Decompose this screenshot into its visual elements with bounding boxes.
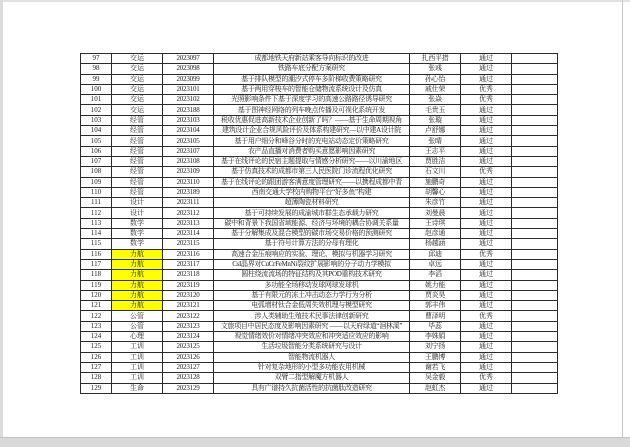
cell-student-name: 贾胜洁: [410, 156, 461, 166]
cell-project-id: 2023112: [163, 208, 214, 218]
cell-empty: [512, 167, 558, 177]
cell-title: 高速合金压痕响应的实验、理论、模拟与机器学习研究: [214, 249, 410, 259]
cell-row-number: 102: [81, 105, 112, 115]
cell-student-name: 朱彦竹: [410, 198, 461, 208]
cell-title: 针对复杂地形的小型多功能农用机械: [214, 362, 410, 372]
page-edge-left: [0, 0, 3, 447]
cell-project-id: 2023109: [163, 167, 214, 177]
cell-student-name: 孙心怡: [410, 74, 461, 84]
cell-row-number: 118: [81, 270, 112, 280]
cell-title: 碳中和背景下我国省域能源、经济与环境的耦合协调关系量: [214, 218, 410, 228]
cell-project-id: 2023113: [163, 218, 214, 228]
cell-result: 优秀: [461, 167, 512, 177]
cell-title: 基于两用穿梭车的智能仓储物流系统设计及仿真: [214, 84, 410, 94]
cell-student-name: 卢舒娜: [410, 126, 461, 136]
table-row: [81, 290, 558, 300]
cell-title: 光照影响条件下基于深度学习的高速公路路径诱导研究: [214, 95, 410, 105]
cell-result: 通过: [461, 187, 512, 197]
cell-project-id: 2023120: [163, 290, 214, 300]
cell-row-number: 125: [81, 342, 112, 352]
cell-title: 文旅项目中居民态度及影响因素研究 ——以天府绿道“洄林溪”: [214, 321, 410, 331]
cell-title: 税收优惠促进高新技术企业创新了吗？——基于生命周期视角: [214, 115, 410, 125]
cell-title: 西南交通大学校内购物平台“好多鱼”构建: [214, 187, 410, 197]
cell-project-id: 2023103: [163, 115, 214, 125]
cell-title: 成都地铁天府新站乘客导向标识的改进: [214, 54, 410, 64]
cell-empty: [512, 311, 558, 321]
cell-project-id: 2023115: [163, 239, 214, 249]
table-row: [81, 321, 558, 331]
table-row: [81, 177, 558, 187]
cell-project-id: 2023118: [163, 270, 214, 280]
cell-empty: [512, 332, 558, 342]
table-row: [81, 146, 558, 156]
table-row: [81, 95, 558, 105]
cell-category: 经管: [112, 146, 163, 156]
cell-title: 基于符号计算方法的分母有理化: [214, 239, 410, 249]
cell-student-name: 王鹏博: [410, 352, 461, 362]
cell-result: 优秀: [461, 249, 512, 259]
cell-empty: [512, 198, 558, 208]
cell-category: 工训: [112, 342, 163, 352]
cell-row-number: 106: [81, 146, 112, 156]
cell-student-name: 扎西平措: [410, 54, 461, 64]
cell-row-number: 110: [81, 187, 112, 197]
cell-student-name: 张晴: [410, 136, 461, 146]
cell-student-name: 赵虹杰: [410, 383, 461, 393]
cell-project-id: 2023105: [163, 136, 214, 146]
cell-project-id: 2023117: [163, 259, 214, 269]
cell-row-number: 105: [81, 136, 112, 146]
cell-empty: [512, 177, 558, 187]
cell-category: 公管: [112, 321, 163, 331]
cell-category: 交运: [112, 95, 163, 105]
cell-title: CsI晶界对CuCrFeMnNi裂纹扩展影响的分子动力学模拟: [214, 259, 410, 269]
cell-result: 通过: [461, 208, 512, 218]
table-row: [81, 301, 558, 311]
cell-title: 建筑设计企业合规风险评价及体系构建研究—以中建A设计院: [214, 126, 410, 136]
cell-row-number: 112: [81, 208, 112, 218]
cell-row-number: 121: [81, 301, 112, 311]
cell-result: 通过: [461, 74, 512, 84]
cell-student-name: 贾炎昊: [410, 290, 461, 300]
cell-row-number: 97: [81, 54, 112, 64]
cell-row-number: 99: [81, 74, 112, 84]
cell-category: 交运: [112, 105, 163, 115]
table-row: [81, 259, 558, 269]
cell-student-name: 刘宁扬: [410, 342, 461, 352]
cell-title: 圆柱绕流流场的特征结构及其POD重构技术研究: [214, 270, 410, 280]
cell-empty: [512, 74, 558, 84]
table-row: [81, 311, 558, 321]
cell-category: 工训: [112, 352, 163, 362]
cell-result: 通过: [461, 270, 512, 280]
cell-title: 基于在线评论的民宿主题提取与情感分析研究——以川渝地区: [214, 156, 410, 166]
cell-empty: [512, 54, 558, 64]
table-row: [81, 115, 558, 125]
cell-empty: [512, 301, 558, 311]
cell-title: 生活垃圾智能分类系统研究与设计: [214, 342, 410, 352]
cell-result: 优秀: [461, 95, 512, 105]
table-row: [81, 249, 558, 259]
cell-empty: [512, 156, 558, 166]
cell-empty: [512, 362, 558, 372]
cell-title: 农产品直播对消费者购买意愿影响因素研究: [214, 146, 410, 156]
cell-result: 通过: [461, 198, 512, 208]
cell-project-id: 2023108: [163, 156, 214, 166]
cell-result: 通过: [461, 136, 512, 146]
cell-row-number: 126: [81, 352, 112, 362]
table-row: [81, 362, 558, 372]
cell-empty: [512, 146, 558, 156]
cell-empty: [512, 187, 558, 197]
cell-result: 通过: [461, 156, 512, 166]
cell-project-id: 2023125: [163, 342, 214, 352]
cell-row-number: 117: [81, 259, 112, 269]
cell-category: 经管: [112, 187, 163, 197]
cell-row-number: 122: [81, 311, 112, 321]
page-edge-top: [0, 0, 630, 2]
cell-result: 通过: [461, 342, 512, 352]
cell-title: 基于分解集成及混合模型的碳市场交易价格的预测研究: [214, 229, 410, 239]
cell-row-number: 107: [81, 156, 112, 166]
cell-result: 通过: [461, 115, 512, 125]
cell-student-name: 刘曼晨: [410, 208, 461, 218]
cell-title: 涉人类辅助生殖技术民事法律创新研究: [214, 311, 410, 321]
cell-student-name: 谢若飞: [410, 362, 461, 372]
cell-category: 交运: [112, 74, 163, 84]
cell-category: 经管: [112, 126, 163, 136]
cell-category: 数学: [112, 229, 163, 239]
cell-project-id: 2023119: [163, 280, 214, 290]
cell-title: 基于可持续发展的成渝城市群生态承载力研究: [214, 208, 410, 218]
cell-project-id: 2023189: [163, 187, 214, 197]
cell-empty: [512, 115, 558, 125]
cell-empty: [512, 136, 558, 146]
cell-result: 通过: [461, 352, 512, 362]
cell-row-number: 116: [81, 249, 112, 259]
cell-student-name: 李滔: [410, 270, 461, 280]
cell-category: 经管: [112, 136, 163, 146]
cell-empty: [512, 321, 558, 331]
cell-category: 设计: [112, 208, 163, 218]
cell-row-number: 108: [81, 167, 112, 177]
cell-student-name: 王诗琪: [410, 218, 461, 228]
cell-empty: [512, 229, 558, 239]
cell-category: 交运: [112, 64, 163, 74]
cell-category: 力航: [112, 259, 163, 269]
cell-empty: [512, 290, 558, 300]
cell-category: 力航: [112, 301, 163, 311]
table-row: [81, 229, 558, 239]
cell-category: 经管: [112, 177, 163, 187]
cell-result: 通过: [461, 280, 512, 290]
table-row: [81, 342, 558, 352]
cell-empty: [512, 239, 558, 249]
cell-title: 超薄陶瓷材料研究: [214, 198, 410, 208]
page-edge-right: [622, 0, 623, 447]
cell-row-number: 98: [81, 64, 112, 74]
cell-student-name: 曹泽明: [410, 311, 461, 321]
table-row: [81, 187, 558, 197]
cell-result: 通过: [461, 146, 512, 156]
table-row: [81, 167, 558, 177]
cell-project-id: 2023188: [163, 105, 214, 115]
cell-student-name: 施鹏奇: [410, 177, 461, 187]
table-row: [81, 383, 558, 393]
cell-project-id: 2023099: [163, 74, 214, 84]
cell-result: 优秀: [461, 84, 512, 94]
cell-category: 力航: [112, 280, 163, 290]
cell-row-number: 119: [81, 280, 112, 290]
cell-title: 基于用户细分和峰谷分时的充电站动态定价策略研究: [214, 136, 410, 146]
cell-result: 通过: [461, 321, 512, 331]
cell-result: 优秀: [461, 373, 512, 383]
cell-student-name: 石文川: [410, 167, 461, 177]
cell-result: 优秀: [461, 311, 512, 321]
cell-category: 经管: [112, 115, 163, 125]
cell-title: 双臂二指型解魔方机器人: [214, 373, 410, 383]
cell-title: 基于图神经网络的列车晚点传播及可视化系统开发: [214, 105, 410, 115]
cell-result: 通过: [461, 105, 512, 115]
cell-result: 通过: [461, 290, 512, 300]
cell-title: 智能物流机器人: [214, 352, 410, 362]
cell-project-id: 2023114: [163, 229, 214, 239]
page-edge-bottom: [0, 437, 630, 447]
cell-row-number: 104: [81, 126, 112, 136]
results-table-body: [81, 54, 558, 394]
cell-title: 基于仿真技术的成都市第三人民医院门诊流程优化研究: [214, 167, 410, 177]
table-row: [81, 280, 558, 290]
table-row: [81, 64, 558, 74]
cell-row-number: 123: [81, 321, 112, 331]
cell-empty: [512, 383, 558, 393]
cell-category: 力航: [112, 290, 163, 300]
cell-category: 力航: [112, 249, 163, 259]
cell-category: 交运: [112, 84, 163, 94]
cell-project-id: 2023098: [163, 64, 214, 74]
cell-row-number: 100: [81, 84, 112, 94]
cell-empty: [512, 342, 558, 352]
cell-empty: [512, 126, 558, 136]
cell-student-name: 赵彦通: [410, 229, 461, 239]
cell-result: 通过: [461, 259, 512, 269]
cell-row-number: 129: [81, 383, 112, 393]
cell-title: 基于排队模型的潮汐式停车多阶梯收费策略研究: [214, 74, 410, 84]
cell-result: 通过: [461, 177, 512, 187]
cell-category: 心理: [112, 332, 163, 342]
table-row: [81, 156, 558, 166]
cell-row-number: 127: [81, 362, 112, 372]
cell-title: 铁路车底分配方案研究: [214, 64, 410, 74]
table-row: [81, 105, 558, 115]
cell-row-number: 120: [81, 290, 112, 300]
table-row: [81, 54, 558, 64]
cell-category: 工训: [112, 362, 163, 372]
cell-project-id: 2023128: [163, 373, 214, 383]
table-row: [81, 126, 558, 136]
cell-empty: [512, 280, 558, 290]
cell-project-id: 2023124: [163, 332, 214, 342]
cell-result: 通过: [461, 126, 512, 136]
cell-category: 设计: [112, 198, 163, 208]
cell-student-name: 姚力能: [410, 280, 461, 290]
cell-student-name: 王志平: [410, 146, 461, 156]
cell-student-name: 戚仕荣: [410, 84, 461, 94]
cell-title: 视觉情绪效价对情绪冲突效应和冲突适应效应的影响: [214, 332, 410, 342]
cell-category: 数学: [112, 218, 163, 228]
cell-empty: [512, 208, 558, 218]
cell-project-id: 2023122: [163, 311, 214, 321]
cell-row-number: 101: [81, 95, 112, 105]
cell-title: 基于在线评论的跟团游客满意度管理研究——以携程成都中青: [214, 177, 410, 187]
cell-empty: [512, 249, 558, 259]
cell-student-name: 卓远: [410, 259, 461, 269]
table-row: [81, 218, 558, 228]
cell-result: 通过: [461, 332, 512, 342]
cell-row-number: 111: [81, 198, 112, 208]
cell-empty: [512, 64, 558, 74]
cell-result: 通过: [461, 239, 512, 249]
table-row: [81, 373, 558, 383]
cell-student-name: 郭丰伟: [410, 301, 461, 311]
cell-row-number: 113: [81, 218, 112, 228]
cell-result: 通过: [461, 301, 512, 311]
table-row: [81, 74, 558, 84]
cell-project-id: 2023123: [163, 321, 214, 331]
cell-empty: [512, 352, 558, 362]
cell-project-id: 2023111: [163, 198, 214, 208]
cell-project-id: 2023116: [163, 249, 214, 259]
cell-category: 数学: [112, 239, 163, 249]
cell-category: 交运: [112, 54, 163, 64]
cell-category: 经管: [112, 167, 163, 177]
table-row: [81, 352, 558, 362]
cell-row-number: 114: [81, 229, 112, 239]
cell-project-id: 2023104: [163, 126, 214, 136]
cell-category: 工训: [112, 373, 163, 383]
cell-student-name: 张璇: [410, 115, 461, 125]
cell-student-name: 吴金毅: [410, 373, 461, 383]
cell-row-number: 124: [81, 332, 112, 342]
cell-project-id: 2023107: [163, 146, 214, 156]
cell-project-id: 2023110: [163, 177, 214, 187]
cell-row-number: 115: [81, 239, 112, 249]
cell-result: 通过: [461, 64, 512, 74]
cell-category: 生命: [112, 383, 163, 393]
cell-row-number: 103: [81, 115, 112, 125]
table-row: [81, 332, 558, 342]
cell-student-name: 李姝娟: [410, 332, 461, 342]
cell-project-id: 2023097: [163, 54, 214, 64]
cell-result: 通过: [461, 54, 512, 64]
cell-empty: [512, 218, 558, 228]
cell-student-name: 张彧: [410, 64, 461, 74]
cell-student-name: 邱迪: [410, 249, 461, 259]
results-table: [80, 53, 558, 394]
cell-result: 通过: [461, 362, 512, 372]
cell-title: 多功能全场移动发球网球发球机: [214, 280, 410, 290]
cell-student-name: 毛贵玉: [410, 105, 461, 115]
cell-project-id: 2023102: [163, 95, 214, 105]
cell-student-name: 毕蕊: [410, 321, 461, 331]
cell-row-number: 128: [81, 373, 112, 383]
cell-project-id: 2023101: [163, 84, 214, 94]
cell-empty: [512, 105, 558, 115]
cell-result: 通过: [461, 229, 512, 239]
cell-student-name: 张焱: [410, 95, 461, 105]
cell-empty: [512, 259, 558, 269]
cell-project-id: 2023129: [163, 383, 214, 393]
table-row: [81, 84, 558, 94]
cell-title: 基于有限元的冻土冲击动态力学行为分析: [214, 290, 410, 300]
cell-result: 通过: [461, 383, 512, 393]
cell-result: 通过: [461, 218, 512, 228]
cell-empty: [512, 373, 558, 383]
cell-title: 具有广谱持久抗菌活性的抗菌肽改造研究: [214, 383, 410, 393]
table-row: [81, 239, 558, 249]
cell-empty: [512, 95, 558, 105]
table-row: [81, 136, 558, 146]
cell-row-number: 109: [81, 177, 112, 187]
table-row: [81, 198, 558, 208]
cell-category: 力航: [112, 270, 163, 280]
cell-project-id: 2023127: [163, 362, 214, 372]
cell-student-name: 胡馨心: [410, 187, 461, 197]
cell-project-id: 2023121: [163, 301, 214, 311]
cell-title: 电弧增材钛合金低周失效机理与模型研究: [214, 301, 410, 311]
cell-category: 经管: [112, 156, 163, 166]
cell-project-id: 2023126: [163, 352, 214, 362]
cell-empty: [512, 270, 558, 280]
cell-student-name: 杨越涵: [410, 239, 461, 249]
table-row: [81, 208, 558, 218]
cell-category: 公管: [112, 311, 163, 321]
table-row: [81, 270, 558, 280]
cell-empty: [512, 84, 558, 94]
